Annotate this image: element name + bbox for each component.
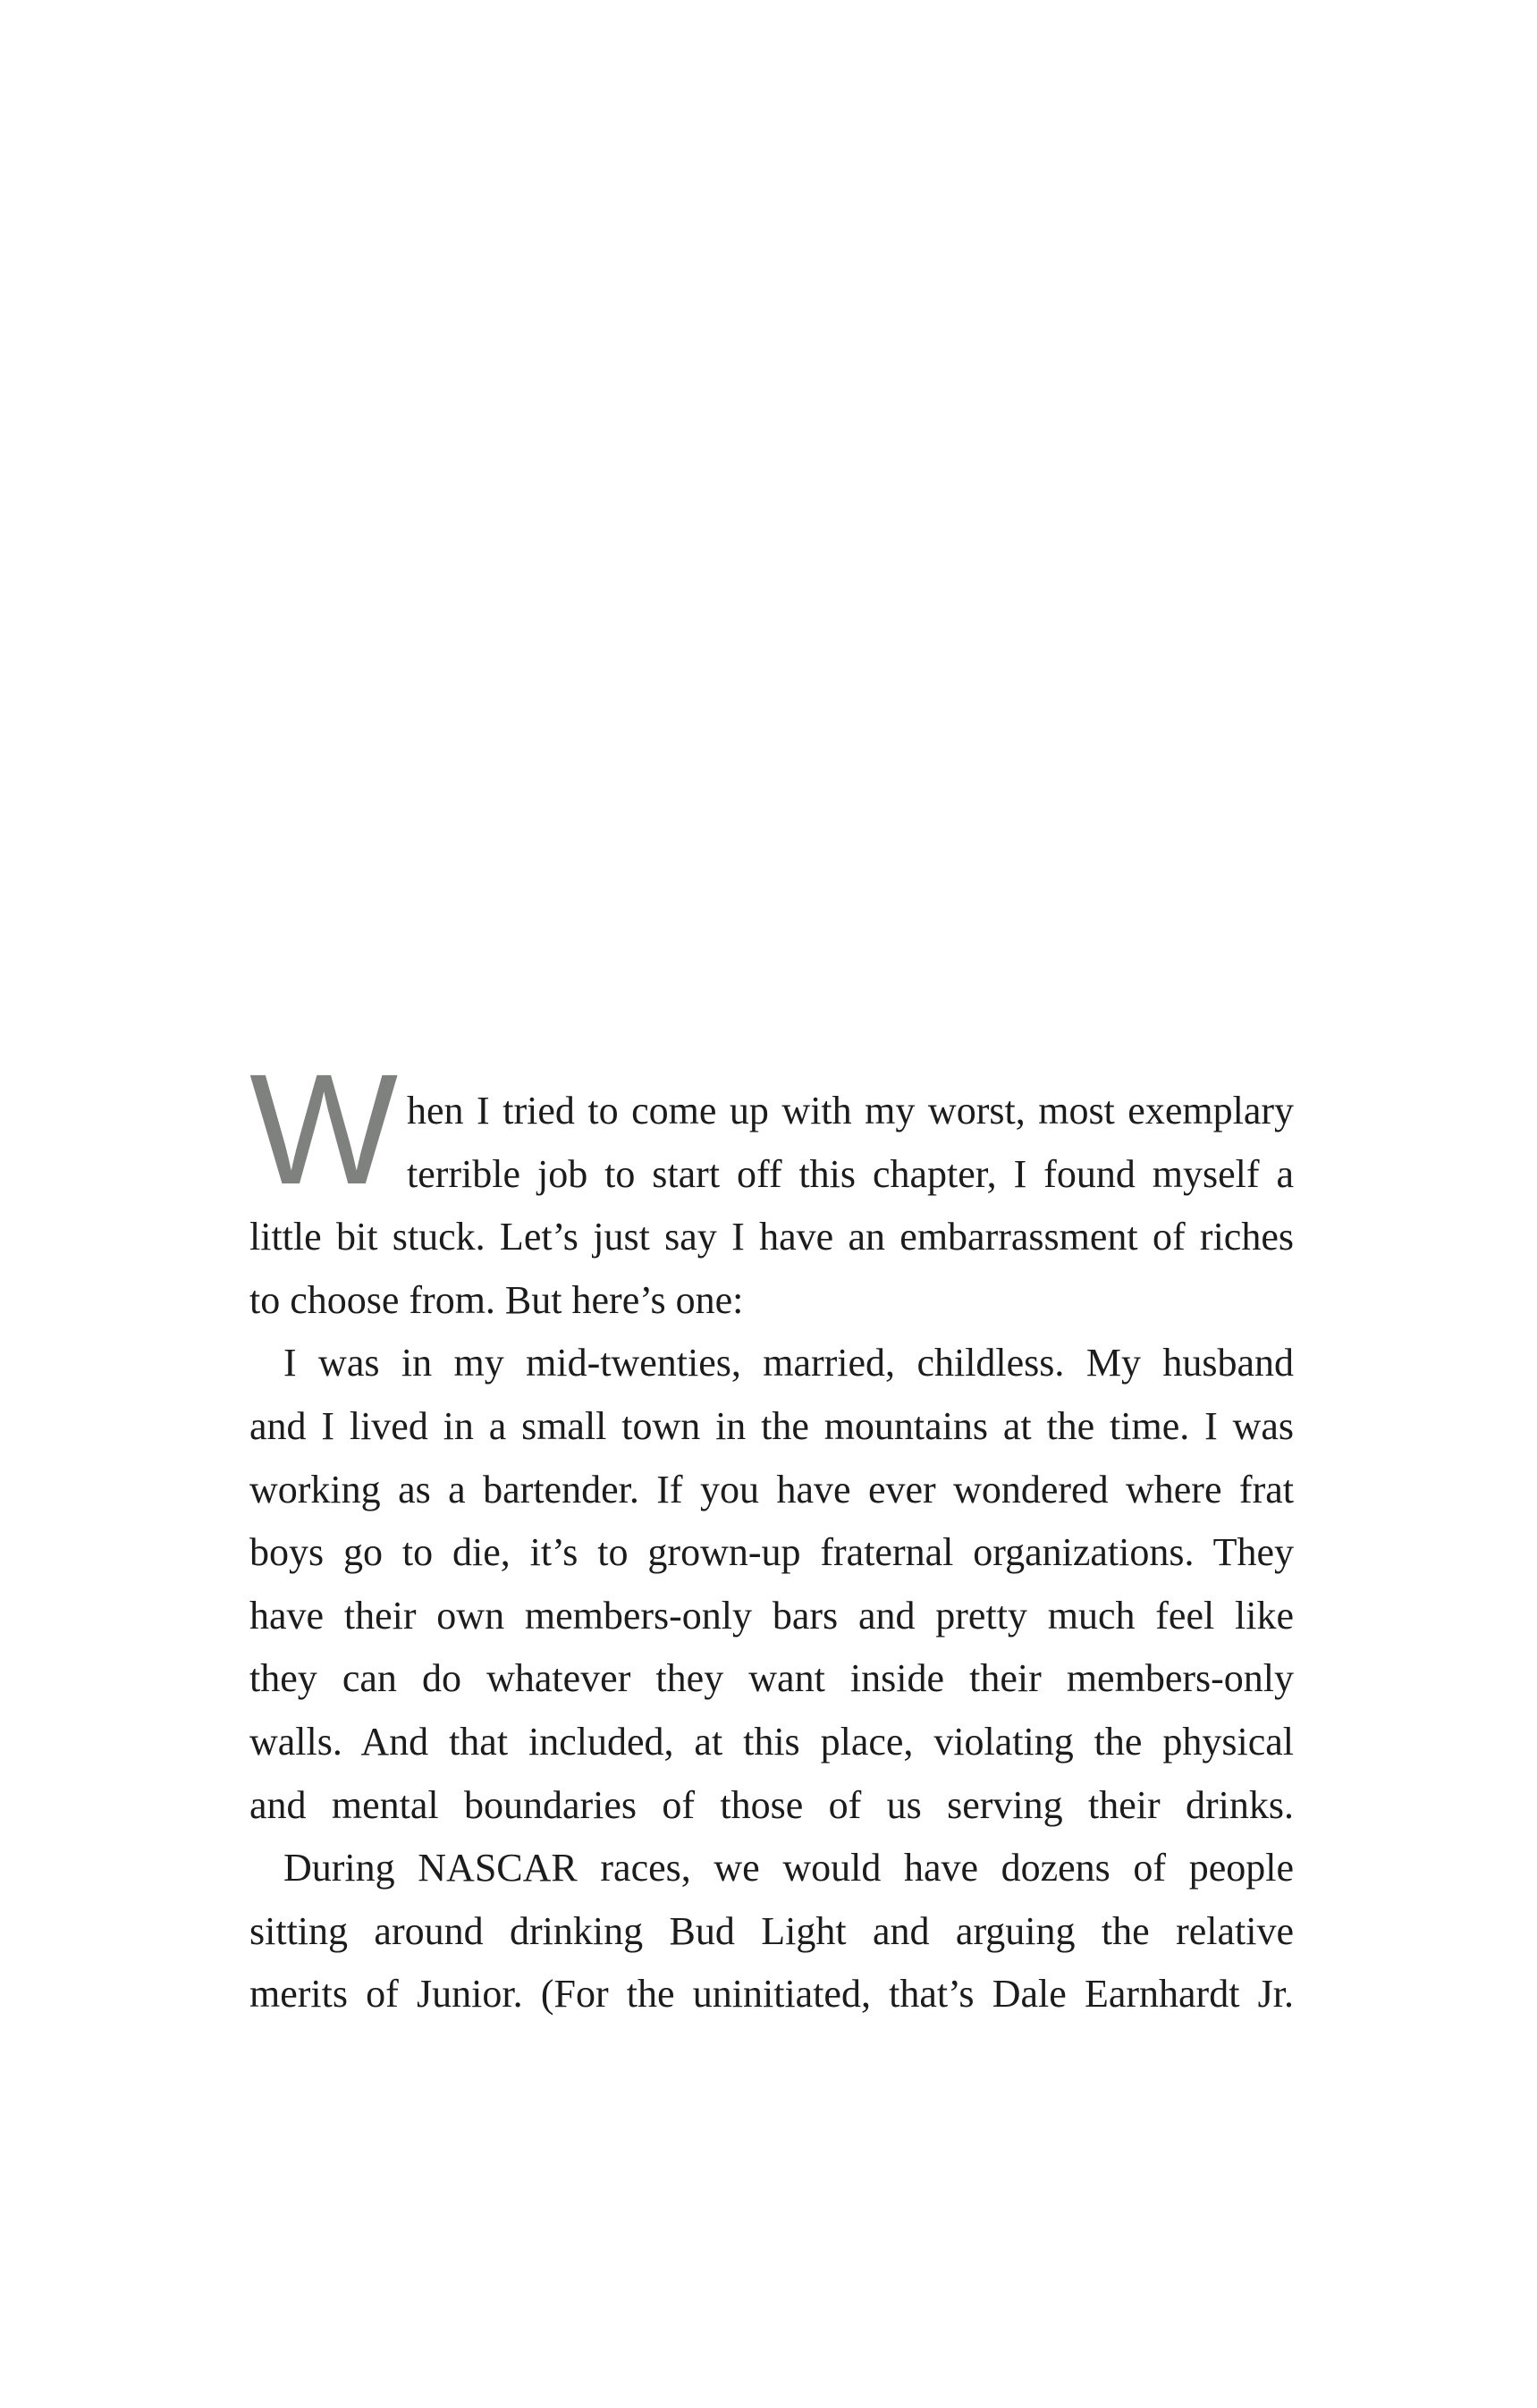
paragraph-2 <box>249 1332 1294 1837</box>
text-line: and mental boundaries of those of us serving their drinks. <box>249 1782 1294 1827</box>
paragraph-3 <box>249 1837 1294 2026</box>
text-line: terrible job to start off this chapter, I found myself a <box>407 1151 1294 1196</box>
paragraph-1 <box>249 1080 1294 1332</box>
body-text <box>249 1080 1294 2026</box>
text-line: merits of Junior. (For the uninitiated, that’s Dale Earnhardt Jr. <box>249 1972 1294 2016</box>
text-line: hen I tried to come up with my worst, most exemplary <box>407 1089 1294 1132</box>
text-line: have their own members-only bars and pretty much feel like <box>249 1593 1294 1638</box>
text-line: During NASCAR races, we would have dozens of people <box>283 1846 1294 1890</box>
text-line: working as a bartender. If you have ever wondered where frat <box>249 1467 1294 1511</box>
drop-cap: W <box>249 1042 393 1217</box>
text-line: walls. And that included, at this place, violating the physical <box>249 1719 1294 1764</box>
text-line: they can do whatever they want inside their members-only <box>249 1656 1294 1701</box>
text-line: sitting around drinking Bud Light and arguing the relative <box>249 1908 1294 1953</box>
text-line: to choose from. But here’s one: <box>249 1277 744 1322</box>
text-line: I was in my mid-twenties, married, childless. My husband <box>283 1341 1294 1385</box>
text-line: little bit stuck. Let’s just say I have an embarrassment of riches <box>249 1215 1294 1259</box>
text-line: boys go to die, it’s to grown-up fraternal organizations. They <box>249 1530 1294 1575</box>
text-line: and I lived in a small town in the mountains at the time. I was <box>249 1403 1294 1448</box>
